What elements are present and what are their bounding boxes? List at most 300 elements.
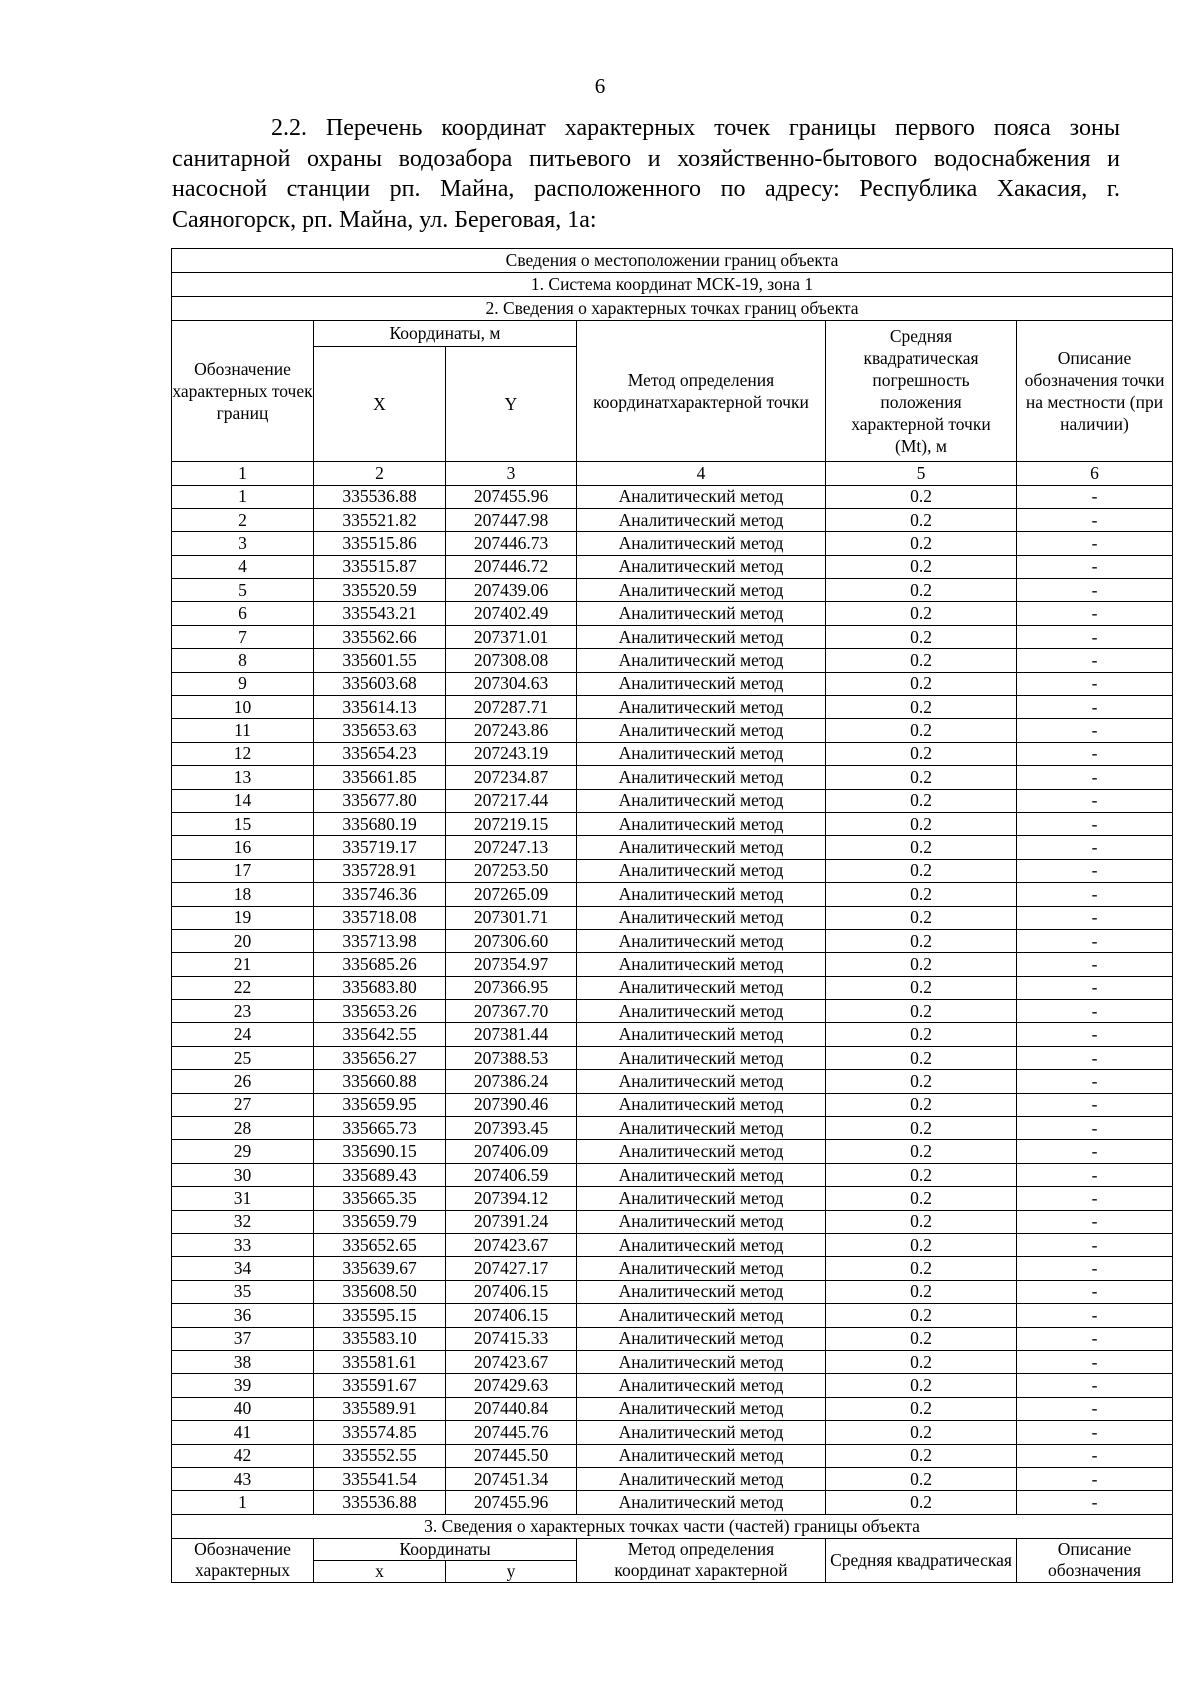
- column-number: 6: [1017, 462, 1173, 486]
- method: Аналитический метод: [577, 1280, 826, 1303]
- mean-error: 0.2: [826, 766, 1017, 789]
- header3-method: Метод определения координат характерной: [577, 1538, 826, 1582]
- description: -: [1017, 1140, 1173, 1163]
- table-row: [172, 1046, 1173, 1069]
- point-number: 39: [172, 1374, 314, 1397]
- header-method: Метод определения координатхарактерной точки: [577, 321, 826, 462]
- coord-x: 335746.36: [314, 883, 446, 906]
- mean-error: 0.2: [826, 953, 1017, 976]
- table-title: Сведения о местоположении границ объекта: [172, 249, 1173, 273]
- point-number: 29: [172, 1140, 314, 1163]
- point-number: 14: [172, 789, 314, 812]
- description: -: [1017, 1000, 1173, 1023]
- description: -: [1017, 1374, 1173, 1397]
- method: Аналитический метод: [577, 1374, 826, 1397]
- coordinate-system: 1. Система координат МСК-19, зона 1: [172, 273, 1173, 297]
- point-number: 1: [172, 1491, 314, 1514]
- description: -: [1017, 742, 1173, 765]
- method: Аналитический метод: [577, 1491, 826, 1514]
- coord-y: 207445.76: [446, 1421, 577, 1444]
- description: -: [1017, 1093, 1173, 1116]
- description: -: [1017, 508, 1173, 531]
- description: -: [1017, 836, 1173, 859]
- description: -: [1017, 906, 1173, 929]
- point-number: 6: [172, 602, 314, 625]
- method: Аналитический метод: [577, 1187, 826, 1210]
- method: Аналитический метод: [577, 719, 826, 742]
- description: -: [1017, 789, 1173, 812]
- coord-y: 207440.84: [446, 1397, 577, 1420]
- coord-y: 207371.01: [446, 625, 577, 648]
- mean-error: 0.2: [826, 1374, 1017, 1397]
- table-row: [172, 485, 1173, 508]
- coord-y: 207451.34: [446, 1467, 577, 1490]
- point-number: 42: [172, 1444, 314, 1467]
- mean-error: 0.2: [826, 1163, 1017, 1186]
- header3-y: y: [446, 1560, 577, 1582]
- description: -: [1017, 1327, 1173, 1350]
- point-number: 12: [172, 742, 314, 765]
- mean-error: 0.2: [826, 649, 1017, 672]
- table-row: [172, 1350, 1173, 1373]
- method: Аналитический метод: [577, 766, 826, 789]
- description: -: [1017, 859, 1173, 882]
- point-number: 17: [172, 859, 314, 882]
- method: Аналитический метод: [577, 929, 826, 952]
- mean-error: 0.2: [826, 1421, 1017, 1444]
- point-number: 8: [172, 649, 314, 672]
- description: -: [1017, 1491, 1173, 1514]
- point-number: 40: [172, 1397, 314, 1420]
- coord-y: 207423.67: [446, 1234, 577, 1257]
- mean-error: 0.2: [826, 532, 1017, 555]
- coord-x: 335690.15: [314, 1140, 446, 1163]
- method: Аналитический метод: [577, 1304, 826, 1327]
- description: -: [1017, 1421, 1173, 1444]
- description: -: [1017, 1117, 1173, 1140]
- table-row: [172, 1140, 1173, 1163]
- method: Аналитический метод: [577, 859, 826, 882]
- coord-x: 335661.85: [314, 766, 446, 789]
- method: Аналитический метод: [577, 625, 826, 648]
- coord-x: 335660.88: [314, 1070, 446, 1093]
- coord-y: 207455.96: [446, 485, 577, 508]
- mean-error: 0.2: [826, 1117, 1017, 1140]
- coord-y: 207393.45: [446, 1117, 577, 1140]
- header3-x: x: [314, 1560, 446, 1582]
- mean-error: 0.2: [826, 602, 1017, 625]
- description: -: [1017, 1046, 1173, 1069]
- mean-error: 0.2: [826, 1000, 1017, 1023]
- coord-y: 207406.59: [446, 1163, 577, 1186]
- table-row: [172, 1234, 1173, 1257]
- mean-error: 0.2: [826, 859, 1017, 882]
- table-row: [172, 1093, 1173, 1116]
- point-number: 20: [172, 929, 314, 952]
- point-number: 25: [172, 1046, 314, 1069]
- header3-coords: Координаты: [314, 1538, 577, 1560]
- point-number: 4: [172, 555, 314, 578]
- table-row: [172, 1491, 1173, 1514]
- coord-x: 335653.63: [314, 719, 446, 742]
- coord-x: 335601.55: [314, 649, 446, 672]
- coord-x: 335680.19: [314, 812, 446, 835]
- header-x: X: [314, 347, 446, 462]
- coord-y: 207366.95: [446, 976, 577, 999]
- coord-y: 207243.86: [446, 719, 577, 742]
- point-number: 43: [172, 1467, 314, 1490]
- mean-error: 0.2: [826, 1444, 1017, 1467]
- table-row: [172, 883, 1173, 906]
- coord-x: 335591.67: [314, 1374, 446, 1397]
- table-row: [172, 1374, 1173, 1397]
- table-row: [172, 625, 1173, 648]
- point-number: 30: [172, 1163, 314, 1186]
- mean-error: 0.2: [826, 625, 1017, 648]
- description: -: [1017, 485, 1173, 508]
- method: Аналитический метод: [577, 1023, 826, 1046]
- point-number: 36: [172, 1304, 314, 1327]
- description: -: [1017, 1070, 1173, 1093]
- point-number: 21: [172, 953, 314, 976]
- mean-error: 0.2: [826, 812, 1017, 835]
- mean-error: 0.2: [826, 1234, 1017, 1257]
- coord-y: 207406.15: [446, 1304, 577, 1327]
- table-row: [172, 929, 1173, 952]
- method: Аналитический метод: [577, 672, 826, 695]
- method: Аналитический метод: [577, 555, 826, 578]
- point-number: 26: [172, 1070, 314, 1093]
- description: -: [1017, 625, 1173, 648]
- column-number: 1: [172, 462, 314, 486]
- mean-error: 0.2: [826, 1467, 1017, 1490]
- description: -: [1017, 883, 1173, 906]
- description: -: [1017, 1234, 1173, 1257]
- coord-y: 207447.98: [446, 508, 577, 531]
- coord-x: 335589.91: [314, 1397, 446, 1420]
- mean-error: 0.2: [826, 906, 1017, 929]
- header3-designation: Обозначение характерных: [172, 1538, 314, 1582]
- table-row: [172, 1070, 1173, 1093]
- column-number: 5: [826, 462, 1017, 486]
- coord-y: 207394.12: [446, 1187, 577, 1210]
- coord-x: 335689.43: [314, 1163, 446, 1186]
- description: -: [1017, 976, 1173, 999]
- coord-x: 335614.13: [314, 696, 446, 719]
- method: Аналитический метод: [577, 906, 826, 929]
- table-row: [172, 1444, 1173, 1467]
- coord-y: 207427.17: [446, 1257, 577, 1280]
- description: -: [1017, 532, 1173, 555]
- header-designation: Обозначение характерных точек границ: [172, 321, 314, 462]
- description: -: [1017, 1187, 1173, 1210]
- coord-x: 335581.61: [314, 1350, 446, 1373]
- mean-error: 0.2: [826, 485, 1017, 508]
- mean-error: 0.2: [826, 1257, 1017, 1280]
- coord-x: 335521.82: [314, 508, 446, 531]
- description: -: [1017, 953, 1173, 976]
- description: -: [1017, 1210, 1173, 1233]
- table-row: [172, 508, 1173, 531]
- point-number: 2: [172, 508, 314, 531]
- method: Аналитический метод: [577, 812, 826, 835]
- method: Аналитический метод: [577, 1444, 826, 1467]
- coord-x: 335659.79: [314, 1210, 446, 1233]
- point-number: 24: [172, 1023, 314, 1046]
- table-row: [172, 766, 1173, 789]
- point-number: 28: [172, 1117, 314, 1140]
- coord-x: 335685.26: [314, 953, 446, 976]
- coord-x: 335515.86: [314, 532, 446, 555]
- table-row: [172, 555, 1173, 578]
- coord-y: 207445.50: [446, 1444, 577, 1467]
- coord-y: 207388.53: [446, 1046, 577, 1069]
- description: -: [1017, 1280, 1173, 1303]
- coord-y: 207243.19: [446, 742, 577, 765]
- coordinates-table: [171, 248, 1173, 1583]
- table-row: [172, 1117, 1173, 1140]
- coord-y: 207439.06: [446, 579, 577, 602]
- table-row: [172, 649, 1173, 672]
- header3-error: Средняя квадратическая: [826, 1538, 1017, 1582]
- description: -: [1017, 696, 1173, 719]
- description: -: [1017, 1163, 1173, 1186]
- description: -: [1017, 1304, 1173, 1327]
- description: -: [1017, 812, 1173, 835]
- mean-error: 0.2: [826, 836, 1017, 859]
- coord-x: 335677.80: [314, 789, 446, 812]
- point-number: 7: [172, 625, 314, 648]
- coord-y: 207402.49: [446, 602, 577, 625]
- coord-x: 335665.35: [314, 1187, 446, 1210]
- table-row: [172, 672, 1173, 695]
- coord-y: 207253.50: [446, 859, 577, 882]
- description: -: [1017, 719, 1173, 742]
- header-description: Описание обозначения точки на местности (при наличии): [1017, 321, 1173, 462]
- table-row: [172, 1327, 1173, 1350]
- method: Аналитический метод: [577, 508, 826, 531]
- method: Аналитический метод: [577, 602, 826, 625]
- page-number: 6: [594, 74, 606, 98]
- point-number: 41: [172, 1421, 314, 1444]
- table-row: [172, 1280, 1173, 1303]
- mean-error: 0.2: [826, 1210, 1017, 1233]
- intro-paragraph: 2.2. Перечень координат характерных точек границы первого пояса зоны санитарной охраны водозабора питьевого и хозяйственно-бытового водоснабжения и насосной станции рп. Майна, расположенного по адресу: Республика Хакасия, г. Саяногорск, рп. Майна, ул. Береговая, 1а:: [172, 115, 1120, 233]
- coord-y: 207287.71: [446, 696, 577, 719]
- coord-x: 335574.85: [314, 1421, 446, 1444]
- method: Аналитический метод: [577, 1210, 826, 1233]
- method: Аналитический метод: [577, 1234, 826, 1257]
- method: Аналитический метод: [577, 953, 826, 976]
- table-row: [172, 579, 1173, 602]
- header3-description: Описание обозначения: [1017, 1538, 1173, 1582]
- coord-y: 207406.15: [446, 1280, 577, 1303]
- description: -: [1017, 555, 1173, 578]
- coord-y: 207446.72: [446, 555, 577, 578]
- method: Аналитический метод: [577, 1421, 826, 1444]
- mean-error: 0.2: [826, 789, 1017, 812]
- coord-x: 335595.15: [314, 1304, 446, 1327]
- point-number: 13: [172, 766, 314, 789]
- method: Аналитический метод: [577, 1093, 826, 1116]
- table-row: [172, 602, 1173, 625]
- mean-error: 0.2: [826, 1187, 1017, 1210]
- method: Аналитический метод: [577, 1397, 826, 1420]
- method: Аналитический метод: [577, 742, 826, 765]
- table-row: [172, 1000, 1173, 1023]
- table-row: [172, 742, 1173, 765]
- description: -: [1017, 1444, 1173, 1467]
- coord-y: 207367.70: [446, 1000, 577, 1023]
- method: Аналитический метод: [577, 485, 826, 508]
- coord-x: 335728.91: [314, 859, 446, 882]
- coord-y: 207301.71: [446, 906, 577, 929]
- table-row: [172, 1210, 1173, 1233]
- method: Аналитический метод: [577, 1046, 826, 1069]
- point-number: 22: [172, 976, 314, 999]
- mean-error: 0.2: [826, 1140, 1017, 1163]
- method: Аналитический метод: [577, 883, 826, 906]
- coord-x: 335552.55: [314, 1444, 446, 1467]
- coord-x: 335639.67: [314, 1257, 446, 1280]
- method: Аналитический метод: [577, 1163, 826, 1186]
- coord-y: 207354.97: [446, 953, 577, 976]
- point-number: 9: [172, 672, 314, 695]
- table-row: [172, 976, 1173, 999]
- point-number: 16: [172, 836, 314, 859]
- method: Аналитический метод: [577, 1117, 826, 1140]
- point-number: 3: [172, 532, 314, 555]
- method: Аналитический метод: [577, 532, 826, 555]
- method: Аналитический метод: [577, 1467, 826, 1490]
- header-error: Средняя квадратическая погрешность положения характерной точки (Mt), м: [826, 321, 1017, 462]
- mean-error: 0.2: [826, 742, 1017, 765]
- coord-x: 335536.88: [314, 485, 446, 508]
- point-number: 18: [172, 883, 314, 906]
- point-number: 5: [172, 579, 314, 602]
- coord-y: 207247.13: [446, 836, 577, 859]
- coord-x: 335541.54: [314, 1467, 446, 1490]
- coord-x: 335665.73: [314, 1117, 446, 1140]
- mean-error: 0.2: [826, 719, 1017, 742]
- method: Аналитический метод: [577, 1350, 826, 1373]
- column-number: 4: [577, 462, 826, 486]
- coord-y: 207219.15: [446, 812, 577, 835]
- method: Аналитический метод: [577, 1070, 826, 1093]
- column-numbers-row: [172, 462, 1173, 486]
- point-number: 1: [172, 485, 314, 508]
- point-number: 32: [172, 1210, 314, 1233]
- coord-y: 207390.46: [446, 1093, 577, 1116]
- coord-x: 335603.68: [314, 672, 446, 695]
- method: Аналитический метод: [577, 579, 826, 602]
- point-number: 19: [172, 906, 314, 929]
- table-row: [172, 906, 1173, 929]
- point-number: 31: [172, 1187, 314, 1210]
- description: -: [1017, 1257, 1173, 1280]
- method: Аналитический метод: [577, 836, 826, 859]
- coord-y: 207415.33: [446, 1327, 577, 1350]
- coord-y: 207304.63: [446, 672, 577, 695]
- description: -: [1017, 766, 1173, 789]
- table-row: [172, 1397, 1173, 1420]
- table-row: [172, 1257, 1173, 1280]
- table-row: [172, 1421, 1173, 1444]
- coord-x: 335683.80: [314, 976, 446, 999]
- mean-error: 0.2: [826, 555, 1017, 578]
- mean-error: 0.2: [826, 1070, 1017, 1093]
- section-3-heading: 3. Сведения о характерных точках части (частей) границы объекта: [172, 1514, 1173, 1538]
- table-row: [172, 719, 1173, 742]
- coord-x: 335608.50: [314, 1280, 446, 1303]
- section-2-heading: 2. Сведения о характерных точках границ объекта: [172, 297, 1173, 321]
- description: -: [1017, 929, 1173, 952]
- table-row: [172, 1304, 1173, 1327]
- point-number: 11: [172, 719, 314, 742]
- table-row: [172, 1023, 1173, 1046]
- table-row: [172, 1467, 1173, 1490]
- coord-y: 207265.09: [446, 883, 577, 906]
- coord-y: 207423.67: [446, 1350, 577, 1373]
- mean-error: 0.2: [826, 1280, 1017, 1303]
- header-y: Y: [446, 347, 577, 462]
- column-number: 3: [446, 462, 577, 486]
- column-number: 2: [314, 462, 446, 486]
- coord-y: 207455.96: [446, 1491, 577, 1514]
- header-coords: Координаты, м: [314, 321, 577, 347]
- mean-error: 0.2: [826, 976, 1017, 999]
- description: -: [1017, 1023, 1173, 1046]
- mean-error: 0.2: [826, 1046, 1017, 1069]
- mean-error: 0.2: [826, 579, 1017, 602]
- point-number: 10: [172, 696, 314, 719]
- table-row: [172, 859, 1173, 882]
- coord-x: 335515.87: [314, 555, 446, 578]
- point-number: 33: [172, 1234, 314, 1257]
- description: -: [1017, 672, 1173, 695]
- table-row: [172, 812, 1173, 835]
- point-number: 38: [172, 1350, 314, 1373]
- point-number: 34: [172, 1257, 314, 1280]
- table-row: [172, 532, 1173, 555]
- mean-error: 0.2: [826, 1093, 1017, 1116]
- coord-y: 207308.08: [446, 649, 577, 672]
- mean-error: 0.2: [826, 672, 1017, 695]
- mean-error: 0.2: [826, 1397, 1017, 1420]
- mean-error: 0.2: [826, 1304, 1017, 1327]
- coord-x: 335718.08: [314, 906, 446, 929]
- mean-error: 0.2: [826, 883, 1017, 906]
- description: -: [1017, 602, 1173, 625]
- coord-x: 335642.55: [314, 1023, 446, 1046]
- coord-x: 335653.26: [314, 1000, 446, 1023]
- coord-y: 207429.63: [446, 1374, 577, 1397]
- mean-error: 0.2: [826, 696, 1017, 719]
- coord-y: 207391.24: [446, 1210, 577, 1233]
- coord-x: 335713.98: [314, 929, 446, 952]
- mean-error: 0.2: [826, 1350, 1017, 1373]
- mean-error: 0.2: [826, 1023, 1017, 1046]
- coord-y: 207386.24: [446, 1070, 577, 1093]
- coord-y: 207306.60: [446, 929, 577, 952]
- coord-x: 335536.88: [314, 1491, 446, 1514]
- description: -: [1017, 1467, 1173, 1490]
- point-number: 23: [172, 1000, 314, 1023]
- table-row: [172, 696, 1173, 719]
- description: -: [1017, 1397, 1173, 1420]
- method: Аналитический метод: [577, 1000, 826, 1023]
- method: Аналитический метод: [577, 696, 826, 719]
